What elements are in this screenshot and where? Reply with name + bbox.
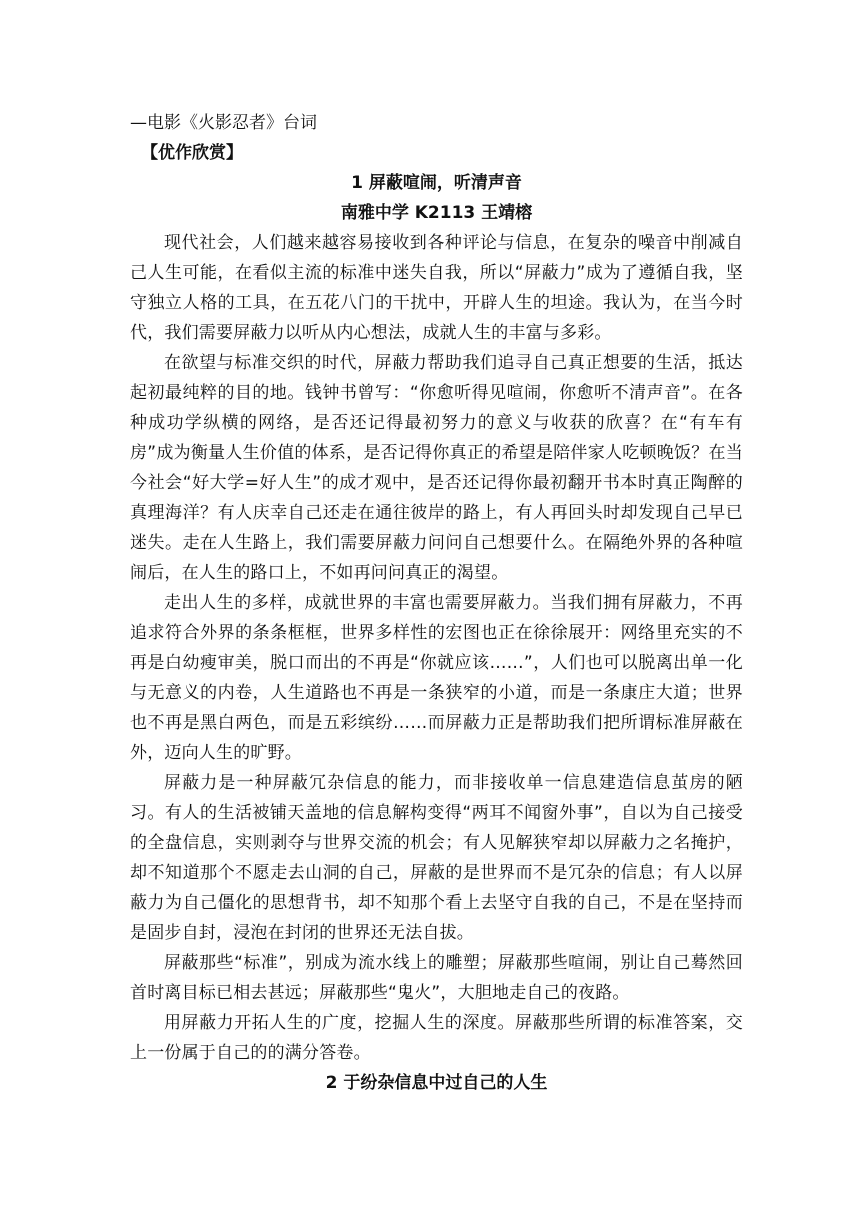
essay-paragraph: 用屏蔽力开拓人生的广度，挖掘人生的深度。屏蔽那些所谓的标准答案，交上一份属于自己的的满分答卷。 (130, 1013, 743, 1063)
section-label: 【优作欣赏】 (141, 143, 243, 163)
essay-paragraph: 屏蔽那些“标准”，别成为流水线上的雕塑；屏蔽那些喧闹，别让自己蓦然回首时离目标已相去甚远；屏蔽那些“鬼火”，大胆地走自己的夜路。 (130, 953, 743, 1003)
essay-paragraph: 在欲望与标准交织的时代，屏蔽力帮助我们追寻自己真正想要的生活，抵达起初最纯粹的目的地。钱钟书曾写：“你愈听得见喧闹，你愈听不清声音”。在各种成功学纵横的网络，是否还记得最初努力的意义与收获的欣喜？在“有车有房”成为衡量人生价值的体系，是否记得你真正的希望是陪伴家人吃顿晚饭？在当今社会“好大学=好人生”的成才观中，是否还记得你最初翻开书本时真正陶醉的真理海洋？有人庆幸自己还走在通往彼岸的路上，有人再回头时却发现自己早已迷失。走在人生路上，我们需要屏蔽力问问自己想要什么。在隔绝外界的各种喧闹后，在人生的路口上，不如再问问真正的渴望。 (130, 353, 743, 583)
essay-paragraph: 屏蔽力是一种屏蔽冗杂信息的能力，而非接收单一信息建造信息茧房的陋习。有人的生活被铺天盖地的信息解构变得“两耳不闻窗外事”，自以为自己接受的全盘信息，实则剥夺与世界交流的机会；有人见解狭窄却以屏蔽力之名掩护，却不知道那个不愿走去山洞的自己，屏蔽的是世界而不是冗杂的信息；有人以屏蔽力为自己僵化的思想背书，却不知那个看上去坚守自我的自己，不是在坚持而是固步自封，浸泡在封闭的世界还无法自拔。 (130, 773, 743, 943)
essay-paragraph: 走出人生的多样，成就世界的丰富也需要屏蔽力。当我们拥有屏蔽力，不再追求符合外界的条条框框，世界多样性的宏图也正在徐徐展开：网络里充实的不再是白幼瘦审美，脱口而出的不再是“你就应该……”，人们也可以脱离出单一化与无意义的内卷，人生道路也不再是一条狭窄的小道，而是一条康庄大道；世界也不再是黑白两色，而是五彩缤纷……而屏蔽力正是帮助我们把所谓标准屏蔽在外，迈向人生的旷野。 (130, 593, 743, 763)
essay-title: 1 屏蔽喧闹，听清声音 (351, 173, 522, 193)
document-page (130, 108, 743, 1098)
essay-paragraph: 现代社会，人们越来越容易接收到各种评论与信息，在复杂的噪音中削减自己人生可能，在看似主流的标准中迷失自我，所以“屏蔽力”成为了遵循自我，坚守独立人格的工具，在五花八门的干扰中，开辟人生的坦途。我认为，在当今时代，我们需要屏蔽力以听从内心想法，成就人生的丰富与多彩。 (130, 233, 743, 343)
essay-author: 南雅中学 K2113 王靖榕 (340, 203, 533, 223)
essay-title: 2 于纷杂信息中过自己的人生 (325, 1073, 548, 1093)
quote-source: —电影《火影忍者》台词 (130, 113, 317, 133)
